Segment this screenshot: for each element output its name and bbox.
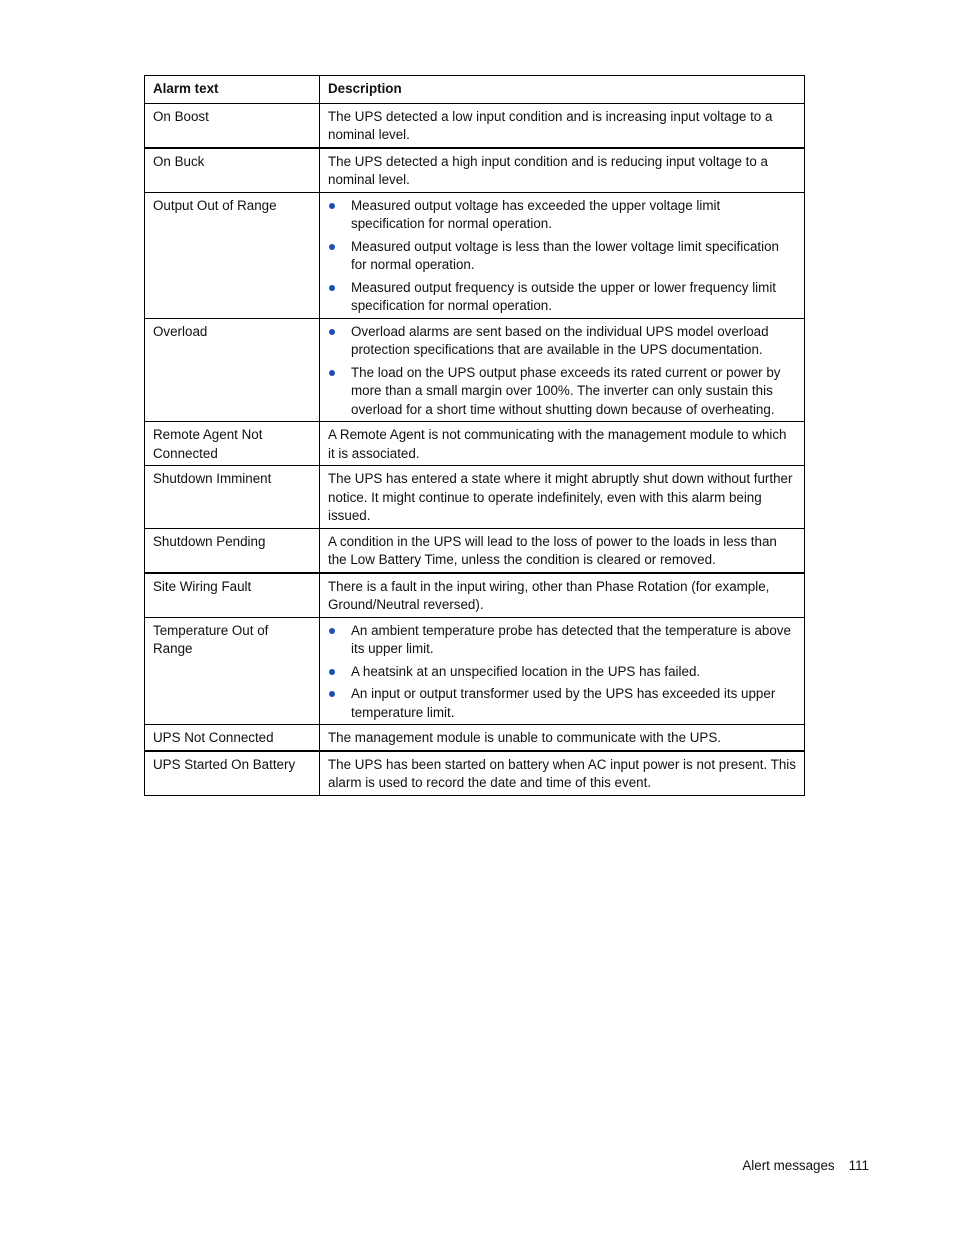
alarm-name: Shutdown Imminent [145, 466, 320, 529]
table-row [145, 528, 805, 573]
list-item [328, 238, 796, 275]
alarm-name: Remote Agent Not Connected [145, 422, 320, 466]
alarm-description: A condition in the UPS will lead to the loss of power to the loads in less than the Low Battery Time, unless the condition is cleared or removed. [320, 528, 805, 573]
alarm-name: Shutdown Pending [145, 528, 320, 573]
alarm-name: Temperature Out of Range [145, 617, 320, 725]
alarm-name: On Boost [145, 103, 320, 148]
list-item [328, 197, 796, 234]
alarm-description [320, 318, 805, 422]
table-row [145, 725, 805, 751]
table-row [145, 148, 805, 193]
bullet-icon [329, 691, 335, 697]
alarm-description: The management module is unable to communicate with the UPS. [320, 725, 805, 751]
alarm-table [144, 75, 805, 796]
alarm-description: A Remote Agent is not communicating with the management module to which it is associated. [320, 422, 805, 466]
list-item [328, 279, 796, 316]
table-row [145, 318, 805, 422]
alarm-name: Overload [145, 318, 320, 422]
list-item [328, 323, 796, 360]
list-item-text: Measured output frequency is outside the upper or lower frequency limit specification for normal operation. [351, 279, 777, 313]
alarm-description [320, 617, 805, 725]
table-row [145, 422, 805, 466]
page-number: 111 [848, 1158, 869, 1173]
list-item-text: An ambient temperature probe has detected that the temperature is above its upper limit. [351, 622, 791, 656]
list-item [328, 663, 796, 682]
alarm-name: UPS Not Connected [145, 725, 320, 751]
list-item [328, 685, 796, 722]
alarm-description: There is a fault in the input wiring, other than Phase Rotation (for example, Ground/Neutral reversed). [320, 573, 805, 618]
list-item-text: Measured output voltage is less than the lower voltage limit specification for normal operation. [351, 238, 779, 272]
table-row [145, 192, 805, 318]
bullet-icon [329, 370, 335, 376]
list-item [328, 622, 796, 659]
bullet-list [328, 323, 796, 420]
alarm-description: The UPS detected a low input condition and is increasing input voltage to a nominal level. [320, 103, 805, 148]
table-row [145, 751, 805, 796]
alarm-description [320, 192, 805, 318]
page-footer [742, 1158, 869, 1173]
bullet-icon [329, 669, 335, 675]
bullet-icon [329, 285, 335, 291]
bullet-icon [329, 244, 335, 250]
alarm-name: Output Out of Range [145, 192, 320, 318]
table-row [145, 103, 805, 148]
table-row [145, 617, 805, 725]
list-item-text: Overload alarms are sent based on the individual UPS model overload protection specifications that are available in the UPS documentation. [351, 323, 769, 357]
alarm-description: The UPS has entered a state where it might abruptly shut down without further notice. It might continue to operate indefinitely, even with this alarm being issued. [320, 466, 805, 529]
bullet-list [328, 622, 796, 723]
bullet-icon [329, 628, 335, 634]
bullet-icon [329, 329, 335, 335]
list-item-text: An input or output transformer used by the UPS has exceeded its upper temperature limit. [351, 686, 776, 720]
alarm-description: The UPS has been started on battery when AC input power is not present. This alarm is used to record the date and time of this event. [320, 751, 805, 796]
table-row [145, 573, 805, 618]
bullet-list [328, 197, 796, 316]
table-header-row [145, 76, 805, 104]
footer-section-title: Alert messages [742, 1158, 835, 1173]
bullet-icon [329, 203, 335, 209]
alarm-name: UPS Started On Battery [145, 751, 320, 796]
header-description: Description [320, 76, 805, 104]
list-item-text: A heatsink at an unspecified location in the UPS has failed. [351, 663, 701, 679]
list-item-text: The load on the UPS output phase exceeds its rated current or power by more than a small margin over 100%. The inverter can only sustain this overload for a short time without shutting down because of overheating. [351, 364, 781, 417]
alarm-description: The UPS detected a high input condition and is reducing input voltage to a nominal level. [320, 148, 805, 193]
header-alarm-text: Alarm text [145, 76, 320, 104]
list-item [328, 364, 796, 420]
alarm-name: On Buck [145, 148, 320, 193]
table-row [145, 466, 805, 529]
list-item-text: Measured output voltage has exceeded the upper voltage limit specification for normal operation. [351, 197, 721, 231]
alarm-name: Site Wiring Fault [145, 573, 320, 618]
